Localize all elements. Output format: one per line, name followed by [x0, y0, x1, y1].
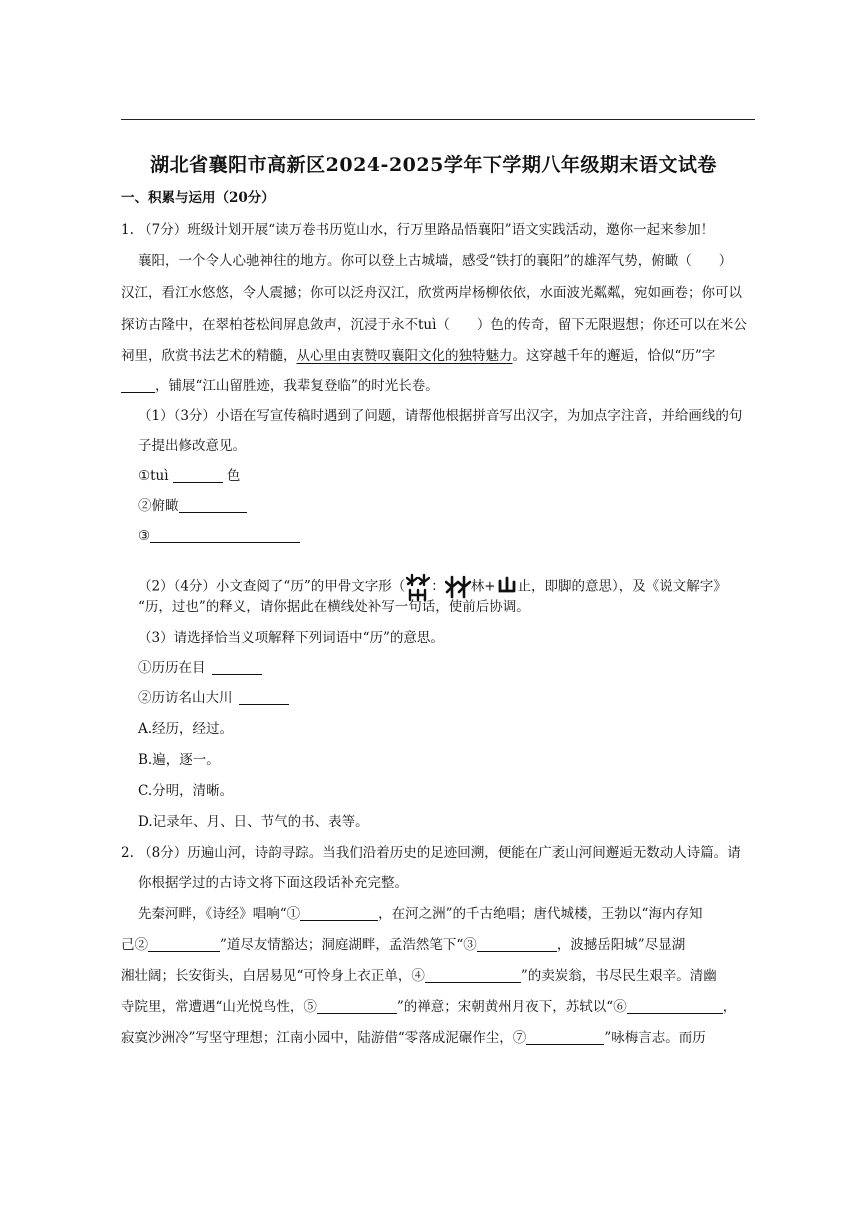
answer-blank[interactable]	[173, 468, 223, 483]
answer-blank[interactable]	[627, 999, 723, 1014]
answer-blank[interactable]	[148, 937, 220, 952]
answer-blank[interactable]	[121, 378, 155, 393]
answer-blank[interactable]	[239, 690, 289, 705]
q2-line-1: 先秦河畔，《诗经》唱响“① ，在河之洲”的千古绝唱；唐代城楼，王勃以“海内存知	[138, 906, 703, 922]
option-c: C.分明，清晰。	[138, 783, 234, 799]
underlined-sentence: 从心里由衷赞叹襄阳文化的独特魅力	[296, 348, 513, 364]
sub-question-3: （3）请选择恰当义项解释下列词语中“历”的意思。	[138, 630, 444, 646]
q1-passage-line-4: 祠里，欣赏书法艺术的精髓，从心里由衷赞叹襄阳文化的独特魅力。这穿越千年的邂逅，恰似“历”字	[121, 348, 716, 364]
word-item-1: ①历历在目	[138, 659, 262, 677]
q2-line-2: 己② ”道尽友情豁达；洞庭湖畔，孟浩然笔下“③ ，波撼岳阳城”尽显湖	[121, 937, 686, 953]
sub-question-1-cont: 子提出修改意见。	[138, 438, 246, 454]
answer-blank[interactable]	[179, 498, 247, 513]
oracle-bone-lin-icon	[445, 575, 471, 599]
sub-question-1: （1）（3分）小语在写宣传稿时遇到了问题，请帮他根据拼音写出汉字，为加点字注音，并给画线的句	[138, 408, 743, 424]
answer-blank[interactable]	[150, 528, 300, 543]
answer-blank[interactable]	[300, 906, 378, 921]
answer-line-1: ①tuì 色	[138, 468, 241, 484]
word-item-2: ②历访名山大川	[138, 689, 289, 707]
option-b: B.遍，逐一。	[138, 752, 220, 768]
section-heading: 一、积累与运用（20分）	[121, 190, 275, 206]
q1-passage-line-5: ，铺展“江山留胜迹，我辈复登临”的时光长卷。	[121, 377, 439, 395]
answer-line-3: ③	[138, 527, 300, 545]
q1-passage-line-2: 汉江，看江水悠悠，令人震撼；你可以泛舟汉江，欣赏两岸杨柳依依，水面波光粼粼，宛如画卷；你可以	[121, 285, 742, 301]
answer-blank[interactable]	[212, 660, 262, 675]
top-rule	[121, 119, 755, 120]
sub-question-2-cont: “历，过也”的释义，请你据此在横线处补写一句话，使前后协调。	[138, 599, 530, 615]
option-a: A.经历，经过。	[138, 721, 234, 737]
answer-blank[interactable]	[477, 937, 557, 952]
oracle-bone-zhi-icon	[496, 576, 518, 598]
answer-blank[interactable]	[317, 999, 397, 1014]
q1-passage-line-1: 襄阳，一个令人心驰神往的地方。你可以登上古城墙，感受“铁打的襄阳”的雄浑气势，俯瞰（ ）	[138, 253, 733, 269]
q1-passage-line-3: 探访古隆中，在翠柏苍松间屏息敛声，沉浸于永不tuì（ ）色的传奇，留下无限遐想；你还可以在米公	[121, 317, 747, 333]
q1-heading: 1. （7分）班级计划开展“读万卷书历览山水，行万里路品悟襄阳”语文实践活动，邀你一起来参加！	[121, 222, 715, 238]
answer-blank[interactable]	[425, 968, 521, 983]
page-title: 湖北省襄阳市高新区2024-2025学年下学期八年级期末语文试卷	[150, 154, 717, 176]
option-d: D.记录年、月、日、节气的书、表等。	[138, 814, 369, 830]
q2-heading: 2. （8分）历遍山河，诗韵寻踪。当我们沿着历史的足迹回溯，便能在广袤山河间邂逅无数动人诗篇。请	[121, 845, 741, 861]
q2-heading-cont: 你根据学过的古诗文将下面这段话补充完整。	[138, 875, 408, 891]
answer-blank[interactable]	[526, 1030, 604, 1045]
q2-line-5: 寂寞沙洲冷”写坚守理想；江南小园中，陆游借“零落成泥碾作尘，⑦ ”咏梅言志。而历	[121, 1030, 706, 1046]
q2-line-3: 湘壮阔；长安街头，白居易见“可怜身上衣正单，④ ”的卖炭翁，书尽民生艰辛。清幽	[121, 968, 717, 984]
q2-line-4: 寺院里，常遭遇“山光悦鸟性，⑤ ”的禅意；宋朝黄州月夜下，苏轼以“⑥ ，	[121, 999, 737, 1015]
sub-question-2: （2）（4分）小文查阅了“历”的甲骨文字形（ ： 林+ 止，即脚的意思），及《说文解字》	[138, 572, 727, 602]
answer-line-2: ②俯瞰	[138, 497, 247, 515]
